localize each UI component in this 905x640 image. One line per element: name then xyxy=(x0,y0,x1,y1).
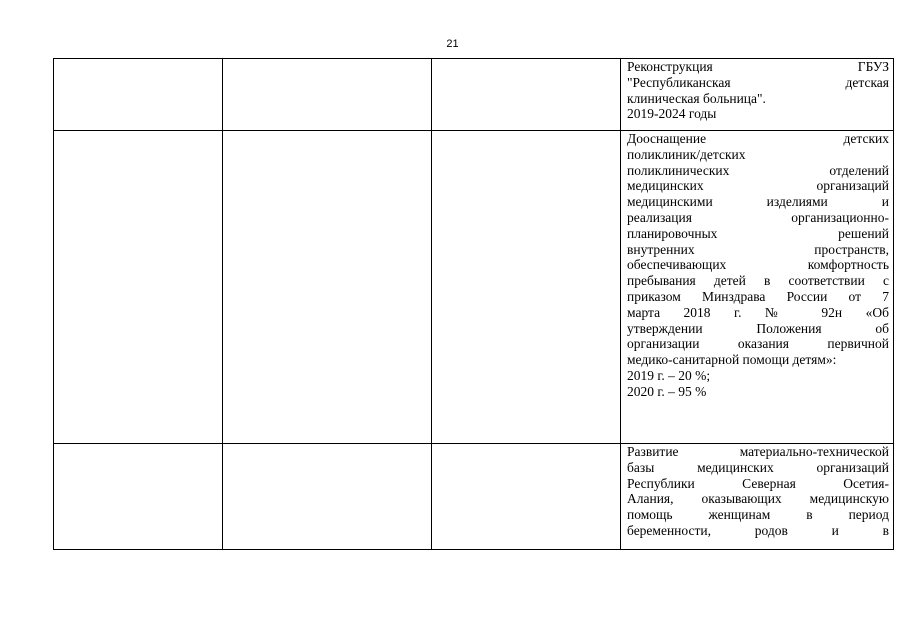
table-cell-empty xyxy=(223,59,432,131)
text-line: медико-санитарной помощи детям»: xyxy=(627,352,837,368)
table-cell-empty xyxy=(54,59,223,131)
text-line: обеспечивающих комфортность xyxy=(627,257,889,273)
text-line: 2019 г. – 20 %; xyxy=(627,367,711,383)
text-line: реализация организационно- xyxy=(627,209,889,225)
text-line: внутренних пространств, xyxy=(627,241,889,257)
text-line: приказом Минздрава России от 7 xyxy=(627,288,889,304)
table-cell-text xyxy=(621,59,894,131)
text-line: 2020 г. – 95 % xyxy=(627,383,707,399)
text-line: медицинскими изделиями и xyxy=(627,194,889,210)
text-line: "Республиканская детская xyxy=(627,74,889,90)
text-line: 2019-2024 годы xyxy=(627,106,717,122)
text-line: пребывания детей в соответствии с xyxy=(627,273,889,289)
table-cell-empty xyxy=(54,444,223,550)
table-cell-empty xyxy=(432,444,621,550)
table-cell-empty xyxy=(54,131,223,444)
text-line: поликлиник/детских xyxy=(627,146,746,162)
text-line: Развитие материально-технической xyxy=(627,444,889,459)
table-cell-empty xyxy=(432,131,621,444)
table-cell-text xyxy=(621,131,894,444)
text-line: марта 2018 г. № 92н «Об xyxy=(627,304,889,320)
document-table xyxy=(53,58,894,550)
text-line: Реконструкция ГБУЗ xyxy=(627,59,889,74)
table-cell-text xyxy=(621,444,894,550)
table-row xyxy=(54,59,894,131)
table-cell-empty xyxy=(223,444,432,550)
text-line: помощь женщинам в период xyxy=(627,507,889,523)
text-line: поликлинических отделений xyxy=(627,162,889,178)
text-line: медицинских организаций xyxy=(627,178,889,194)
text-line: Республики Северная Осетия- xyxy=(627,475,889,491)
text-line: утверждении Положения об xyxy=(627,320,889,336)
table-cell-empty xyxy=(223,131,432,444)
text-line: клиническая больница". xyxy=(627,90,766,106)
text-line: Алания, оказывающих медицинскую xyxy=(627,491,889,507)
table-cell-empty xyxy=(432,59,621,131)
text-line: организации оказания первичной xyxy=(627,336,889,352)
table-row xyxy=(54,444,894,550)
text-line: планировочных решений xyxy=(627,225,889,241)
text-line: Дооснащение детских xyxy=(627,131,889,146)
text-line: базы медицинских организаций xyxy=(627,459,889,475)
text-line: беременности, родов и в xyxy=(627,522,889,538)
page-number: 21 xyxy=(446,38,459,50)
table-row xyxy=(54,131,894,444)
